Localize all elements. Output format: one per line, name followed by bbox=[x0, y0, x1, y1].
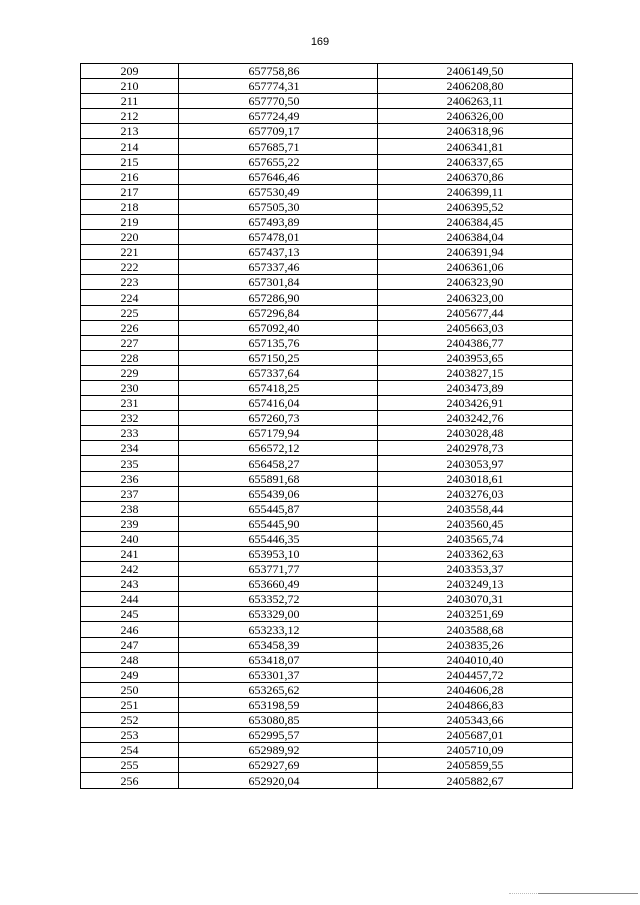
table-row bbox=[81, 275, 573, 290]
y-coordinate-cell: 2406384,04 bbox=[378, 230, 573, 245]
x-coordinate-cell: 652920,04 bbox=[179, 773, 378, 788]
x-coordinate-cell: 657296,84 bbox=[179, 305, 378, 320]
table-row bbox=[81, 64, 573, 79]
point-number-cell: 233 bbox=[81, 426, 179, 441]
x-coordinate-cell: 657301,84 bbox=[179, 275, 378, 290]
x-coordinate-cell: 657493,89 bbox=[179, 214, 378, 229]
point-number-cell: 252 bbox=[81, 713, 179, 728]
point-number-cell: 250 bbox=[81, 682, 179, 697]
y-coordinate-cell: 2404457,72 bbox=[378, 667, 573, 682]
x-coordinate-cell: 657416,04 bbox=[179, 396, 378, 411]
x-coordinate-cell: 657135,76 bbox=[179, 335, 378, 350]
y-coordinate-cell: 2404010,40 bbox=[378, 652, 573, 667]
y-coordinate-cell: 2403018,61 bbox=[378, 471, 573, 486]
table-row bbox=[81, 305, 573, 320]
table-row bbox=[81, 456, 573, 471]
x-coordinate-cell: 653233,12 bbox=[179, 622, 378, 637]
coordinate-table bbox=[80, 63, 573, 789]
table-row bbox=[81, 607, 573, 622]
x-coordinate-cell: 657092,40 bbox=[179, 320, 378, 335]
y-coordinate-cell: 2406395,52 bbox=[378, 199, 573, 214]
y-coordinate-cell: 2403588,68 bbox=[378, 622, 573, 637]
table-row bbox=[81, 773, 573, 788]
table-row bbox=[81, 350, 573, 365]
point-number-cell: 253 bbox=[81, 728, 179, 743]
y-coordinate-cell: 2406263,11 bbox=[378, 94, 573, 109]
table-row bbox=[81, 637, 573, 652]
point-number-cell: 226 bbox=[81, 320, 179, 335]
y-coordinate-cell: 2403070,31 bbox=[378, 592, 573, 607]
point-number-cell: 220 bbox=[81, 230, 179, 245]
point-number-cell: 227 bbox=[81, 335, 179, 350]
table-row bbox=[81, 713, 573, 728]
y-coordinate-cell: 2405859,55 bbox=[378, 758, 573, 773]
point-number-cell: 241 bbox=[81, 547, 179, 562]
point-number-cell: 213 bbox=[81, 124, 179, 139]
x-coordinate-cell: 657646,46 bbox=[179, 169, 378, 184]
y-coordinate-cell: 2406323,00 bbox=[378, 290, 573, 305]
x-coordinate-cell: 657286,90 bbox=[179, 290, 378, 305]
y-coordinate-cell: 2406399,11 bbox=[378, 184, 573, 199]
table-row bbox=[81, 245, 573, 260]
point-number-cell: 221 bbox=[81, 245, 179, 260]
x-coordinate-cell: 653660,49 bbox=[179, 577, 378, 592]
table-row bbox=[81, 592, 573, 607]
y-coordinate-cell: 2406361,06 bbox=[378, 260, 573, 275]
y-coordinate-cell: 2403353,37 bbox=[378, 562, 573, 577]
point-number-cell: 244 bbox=[81, 592, 179, 607]
x-coordinate-cell: 653352,72 bbox=[179, 592, 378, 607]
table-row bbox=[81, 260, 573, 275]
x-coordinate-cell: 653953,10 bbox=[179, 547, 378, 562]
x-coordinate-cell: 657478,01 bbox=[179, 230, 378, 245]
x-coordinate-cell: 656572,12 bbox=[179, 441, 378, 456]
point-number-cell: 254 bbox=[81, 743, 179, 758]
table-row bbox=[81, 516, 573, 531]
point-number-cell: 218 bbox=[81, 199, 179, 214]
x-coordinate-cell: 657179,94 bbox=[179, 426, 378, 441]
scan-edge-dots bbox=[509, 893, 537, 895]
x-coordinate-cell: 652989,92 bbox=[179, 743, 378, 758]
x-coordinate-cell: 655446,35 bbox=[179, 531, 378, 546]
y-coordinate-cell: 2403053,97 bbox=[378, 456, 573, 471]
point-number-cell: 223 bbox=[81, 275, 179, 290]
y-coordinate-cell: 2406323,90 bbox=[378, 275, 573, 290]
x-coordinate-cell: 653198,59 bbox=[179, 697, 378, 712]
y-coordinate-cell: 2403028,48 bbox=[378, 426, 573, 441]
point-number-cell: 245 bbox=[81, 607, 179, 622]
point-number-cell: 237 bbox=[81, 486, 179, 501]
table-row bbox=[81, 562, 573, 577]
x-coordinate-cell: 653418,07 bbox=[179, 652, 378, 667]
table-row bbox=[81, 396, 573, 411]
table-row bbox=[81, 169, 573, 184]
page-number: 169 bbox=[310, 36, 330, 48]
table-row bbox=[81, 320, 573, 335]
table-row bbox=[81, 486, 573, 501]
table-row bbox=[81, 577, 573, 592]
table-row bbox=[81, 184, 573, 199]
point-number-cell: 222 bbox=[81, 260, 179, 275]
table-row bbox=[81, 79, 573, 94]
x-coordinate-cell: 657260,73 bbox=[179, 411, 378, 426]
point-number-cell: 211 bbox=[81, 94, 179, 109]
point-number-cell: 235 bbox=[81, 456, 179, 471]
table-row bbox=[81, 697, 573, 712]
y-coordinate-cell: 2405882,67 bbox=[378, 773, 573, 788]
table-row bbox=[81, 230, 573, 245]
x-coordinate-cell: 652927,69 bbox=[179, 758, 378, 773]
point-number-cell: 236 bbox=[81, 471, 179, 486]
x-coordinate-cell: 657505,30 bbox=[179, 199, 378, 214]
x-coordinate-cell: 652995,57 bbox=[179, 728, 378, 743]
point-number-cell: 224 bbox=[81, 290, 179, 305]
y-coordinate-cell: 2403565,74 bbox=[378, 531, 573, 546]
point-number-cell: 234 bbox=[81, 441, 179, 456]
point-number-cell: 239 bbox=[81, 516, 179, 531]
table-row bbox=[81, 547, 573, 562]
y-coordinate-cell: 2403426,91 bbox=[378, 396, 573, 411]
y-coordinate-cell: 2406391,94 bbox=[378, 245, 573, 260]
y-coordinate-cell: 2405677,44 bbox=[378, 305, 573, 320]
y-coordinate-cell: 2404866,83 bbox=[378, 697, 573, 712]
x-coordinate-cell: 655445,90 bbox=[179, 516, 378, 531]
point-number-cell: 232 bbox=[81, 411, 179, 426]
y-coordinate-cell: 2403560,45 bbox=[378, 516, 573, 531]
y-coordinate-cell: 2403473,89 bbox=[378, 380, 573, 395]
table-row bbox=[81, 214, 573, 229]
x-coordinate-cell: 657770,50 bbox=[179, 94, 378, 109]
x-coordinate-cell: 657437,13 bbox=[179, 245, 378, 260]
point-number-cell: 251 bbox=[81, 697, 179, 712]
table-row bbox=[81, 124, 573, 139]
point-number-cell: 256 bbox=[81, 773, 179, 788]
y-coordinate-cell: 2402978,73 bbox=[378, 441, 573, 456]
y-coordinate-cell: 2403827,15 bbox=[378, 365, 573, 380]
point-number-cell: 243 bbox=[81, 577, 179, 592]
table-row bbox=[81, 199, 573, 214]
point-number-cell: 246 bbox=[81, 622, 179, 637]
y-coordinate-cell: 2403362,63 bbox=[378, 547, 573, 562]
y-coordinate-cell: 2405343,66 bbox=[378, 713, 573, 728]
point-number-cell: 249 bbox=[81, 667, 179, 682]
table-row bbox=[81, 531, 573, 546]
x-coordinate-cell: 657337,46 bbox=[179, 260, 378, 275]
x-coordinate-cell: 657758,86 bbox=[179, 64, 378, 79]
point-number-cell: 217 bbox=[81, 184, 179, 199]
y-coordinate-cell: 2403251,69 bbox=[378, 607, 573, 622]
y-coordinate-cell: 2403953,65 bbox=[378, 350, 573, 365]
y-coordinate-cell: 2406384,45 bbox=[378, 214, 573, 229]
point-number-cell: 238 bbox=[81, 501, 179, 516]
point-number-cell: 240 bbox=[81, 531, 179, 546]
y-coordinate-cell: 2406149,50 bbox=[378, 64, 573, 79]
table-row bbox=[81, 411, 573, 426]
y-coordinate-cell: 2403558,44 bbox=[378, 501, 573, 516]
coordinate-table-body bbox=[81, 64, 573, 789]
x-coordinate-cell: 653301,37 bbox=[179, 667, 378, 682]
table-row bbox=[81, 154, 573, 169]
point-number-cell: 228 bbox=[81, 350, 179, 365]
x-coordinate-cell: 656458,27 bbox=[179, 456, 378, 471]
table-row bbox=[81, 139, 573, 154]
y-coordinate-cell: 2404606,28 bbox=[378, 682, 573, 697]
point-number-cell: 212 bbox=[81, 109, 179, 124]
y-coordinate-cell: 2403835,26 bbox=[378, 637, 573, 652]
y-coordinate-cell: 2406370,86 bbox=[378, 169, 573, 184]
table-row bbox=[81, 743, 573, 758]
table-row bbox=[81, 290, 573, 305]
y-coordinate-cell: 2403249,13 bbox=[378, 577, 573, 592]
y-coordinate-cell: 2406337,65 bbox=[378, 154, 573, 169]
table-row bbox=[81, 380, 573, 395]
y-coordinate-cell: 2403242,76 bbox=[378, 411, 573, 426]
table-row bbox=[81, 365, 573, 380]
x-coordinate-cell: 657150,25 bbox=[179, 350, 378, 365]
point-number-cell: 210 bbox=[81, 79, 179, 94]
x-coordinate-cell: 657685,71 bbox=[179, 139, 378, 154]
point-number-cell: 229 bbox=[81, 365, 179, 380]
point-number-cell: 225 bbox=[81, 305, 179, 320]
table-row bbox=[81, 758, 573, 773]
point-number-cell: 214 bbox=[81, 139, 179, 154]
scan-edge-line bbox=[538, 893, 638, 894]
table-row bbox=[81, 109, 573, 124]
y-coordinate-cell: 2406208,80 bbox=[378, 79, 573, 94]
point-number-cell: 231 bbox=[81, 396, 179, 411]
y-coordinate-cell: 2403276,03 bbox=[378, 486, 573, 501]
x-coordinate-cell: 657774,31 bbox=[179, 79, 378, 94]
y-coordinate-cell: 2405687,01 bbox=[378, 728, 573, 743]
x-coordinate-cell: 655891,68 bbox=[179, 471, 378, 486]
point-number-cell: 242 bbox=[81, 562, 179, 577]
y-coordinate-cell: 2405663,03 bbox=[378, 320, 573, 335]
table-row bbox=[81, 622, 573, 637]
table-row bbox=[81, 441, 573, 456]
table-row bbox=[81, 652, 573, 667]
x-coordinate-cell: 653080,85 bbox=[179, 713, 378, 728]
x-coordinate-cell: 657418,25 bbox=[179, 380, 378, 395]
point-number-cell: 219 bbox=[81, 214, 179, 229]
table-row bbox=[81, 335, 573, 350]
x-coordinate-cell: 655445,87 bbox=[179, 501, 378, 516]
point-number-cell: 216 bbox=[81, 169, 179, 184]
x-coordinate-cell: 657530,49 bbox=[179, 184, 378, 199]
x-coordinate-cell: 657709,17 bbox=[179, 124, 378, 139]
x-coordinate-cell: 657337,64 bbox=[179, 365, 378, 380]
table-row bbox=[81, 728, 573, 743]
x-coordinate-cell: 657724,49 bbox=[179, 109, 378, 124]
y-coordinate-cell: 2406326,00 bbox=[378, 109, 573, 124]
point-number-cell: 215 bbox=[81, 154, 179, 169]
y-coordinate-cell: 2404386,77 bbox=[378, 335, 573, 350]
x-coordinate-cell: 653329,00 bbox=[179, 607, 378, 622]
table-row bbox=[81, 94, 573, 109]
point-number-cell: 247 bbox=[81, 637, 179, 652]
table-row bbox=[81, 501, 573, 516]
point-number-cell: 230 bbox=[81, 380, 179, 395]
x-coordinate-cell: 653771,77 bbox=[179, 562, 378, 577]
x-coordinate-cell: 657655,22 bbox=[179, 154, 378, 169]
point-number-cell: 209 bbox=[81, 64, 179, 79]
table-row bbox=[81, 471, 573, 486]
point-number-cell: 255 bbox=[81, 758, 179, 773]
table-row bbox=[81, 426, 573, 441]
x-coordinate-cell: 655439,06 bbox=[179, 486, 378, 501]
point-number-cell: 248 bbox=[81, 652, 179, 667]
y-coordinate-cell: 2406341,81 bbox=[378, 139, 573, 154]
y-coordinate-cell: 2406318,96 bbox=[378, 124, 573, 139]
x-coordinate-cell: 653265,62 bbox=[179, 682, 378, 697]
table-row bbox=[81, 667, 573, 682]
y-coordinate-cell: 2405710,09 bbox=[378, 743, 573, 758]
table-row bbox=[81, 682, 573, 697]
x-coordinate-cell: 653458,39 bbox=[179, 637, 378, 652]
